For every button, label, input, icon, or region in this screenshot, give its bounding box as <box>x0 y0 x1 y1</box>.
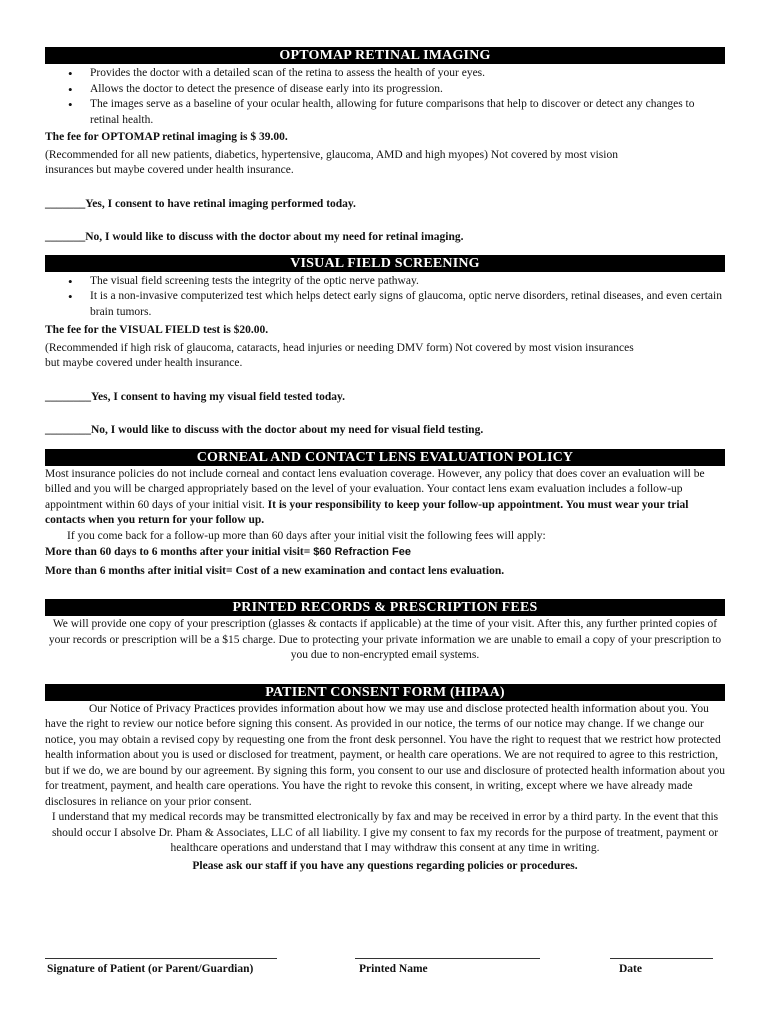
visual-field-bullets <box>45 274 725 321</box>
list-item: • It is a non-invasive computerized test which helps detect early signs of glaucoma, optic nerve disorders, retinal diseases, and even certain brain tumors. <box>90 289 725 320</box>
visual-field-note: (Recommended if high risk of glaucoma, cataracts, head injuries or needing DMV form) Not covered by most vision insurances but maybe covered under health insurance. <box>45 341 634 369</box>
form-page <box>45 47 725 874</box>
list-item: • The images serve as a baseline of your ocular health, allowing for future comparisons that help to discover or detect any changes to retinal health. <box>90 97 725 128</box>
hipaa-header: PATIENT CONSENT FORM (HIPAA) <box>45 684 725 701</box>
patient-signature-label: Signature of Patient (or Parent/Guardian) <box>47 963 254 975</box>
list-item: • Provides the doctor with a detailed scan of the retina to assess the health of your eyes. <box>90 66 725 82</box>
date-line[interactable] <box>610 958 713 959</box>
contact-lens-fee-1: More than 60 days to 6 months after your initial visit= $60 Refraction Fee <box>45 546 412 558</box>
date-label: Date <box>619 963 642 975</box>
contact-lens-fee-2: More than 6 months after initial visit= Cost of a new examination and contact lens evaluation. <box>45 564 505 577</box>
records-header: PRINTED RECORDS & PRESCRIPTION FEES <box>45 599 725 616</box>
hipaa-text-2: I understand that my medical records may be transmitted electronically by fax and may be received in error by a third party. In the event that this should occur I absolve Dr. Pham & Associates, LLC of all liability. I give my consent to fax my records for the purpose of treatment, payment or healthcare operations and understand that I may withdraw this consent at any time in writing. <box>51 811 719 854</box>
optomap-consent-no[interactable]: _______No, I would like to discuss with the doctor about my need for retinal imaging. <box>45 231 464 243</box>
records-text: We will provide one copy of your prescription (glasses & contacts if applicable) at the time of your visit. After this, any further printed copies of your records or prescription will be a $15 charge. Due to protecting your private information we are unable to email a copy of your prescription to you due to non-encrypted email systems. <box>48 618 722 661</box>
contact-lens-fee-intro: If you come back for a follow-up more than 60 days after your initial visit the following fees will apply: <box>67 529 546 542</box>
printed-name-line[interactable] <box>355 958 540 959</box>
visual-field-fee: The fee for the VISUAL FIELD test is $20.00. <box>45 324 269 336</box>
contact-lens-header: CORNEAL AND CONTACT LENS EVALUATION POLICY <box>45 449 725 466</box>
visual-field-header: VISUAL FIELD SCREENING <box>45 255 725 272</box>
optomap-consent-yes[interactable]: _______Yes, I consent to have retinal imaging performed today. <box>45 197 356 210</box>
visual-field-consent-no[interactable]: ________No, I would like to discuss with the doctor about my need for visual field testing. <box>45 424 484 436</box>
printed-name-label: Printed Name <box>359 963 428 975</box>
list-item: • The visual field screening tests the integrity of the optic nerve pathway. <box>90 274 725 290</box>
optomap-fee: The fee for OPTOMAP retinal imaging is $ 39.00. <box>45 131 288 143</box>
hipaa-text-1: Our Notice of Privacy Practices provides information about how we may use and disclose protected health information about you. You have the right to review our notice before signing this consent. As provided in our notice, the terms of our notice may change. If we change our notice, you may obtain a revised copy by requesting one from the front desk personnel. You have the right to request that we restrict how protected health information about you is used or disclosed for treatment, payment, or health care operations. We are not required to agree to this restriction, but if we do, we are bound by our agreement. By signing this form, you consent to our use and disclosure of protected health information about you for treatment, payment, and health care operations. You have the right to revoke this consent, in writing, except where we have already made disclosures in reliance on your prior consent. <box>45 702 725 808</box>
visual-field-consent-yes[interactable]: ________Yes, I consent to having my visual field tested today. <box>45 390 345 403</box>
optomap-header: OPTOMAP RETINAL IMAGING <box>45 47 725 64</box>
patient-signature-line[interactable] <box>45 958 277 959</box>
list-item: • Allows the doctor to detect the presence of disease early into its progression. <box>90 82 725 98</box>
optomap-note: (Recommended for all new patients, diabetics, hypertensive, glaucoma, AMD and high myopes) Not covered by most vision insurances but maybe covered under health insurance. <box>45 148 618 176</box>
optomap-bullets <box>45 66 725 128</box>
hipaa-closing: Please ask our staff if you have any questions regarding policies or procedures. <box>192 859 578 872</box>
contact-lens-text: Most insurance policies do not include corneal and contact lens evaluation coverage. However, any policy that does cover an evaluation will be billed and you will be charged appropriately based on the level of your evaluation. Your contact lens exam evaluation includes a follow-up appointment within 60 days of your initial visit. It is your responsibility to keep your follow-up appointment. You must wear your trial contacts when you return for your follow up. <box>45 467 705 526</box>
